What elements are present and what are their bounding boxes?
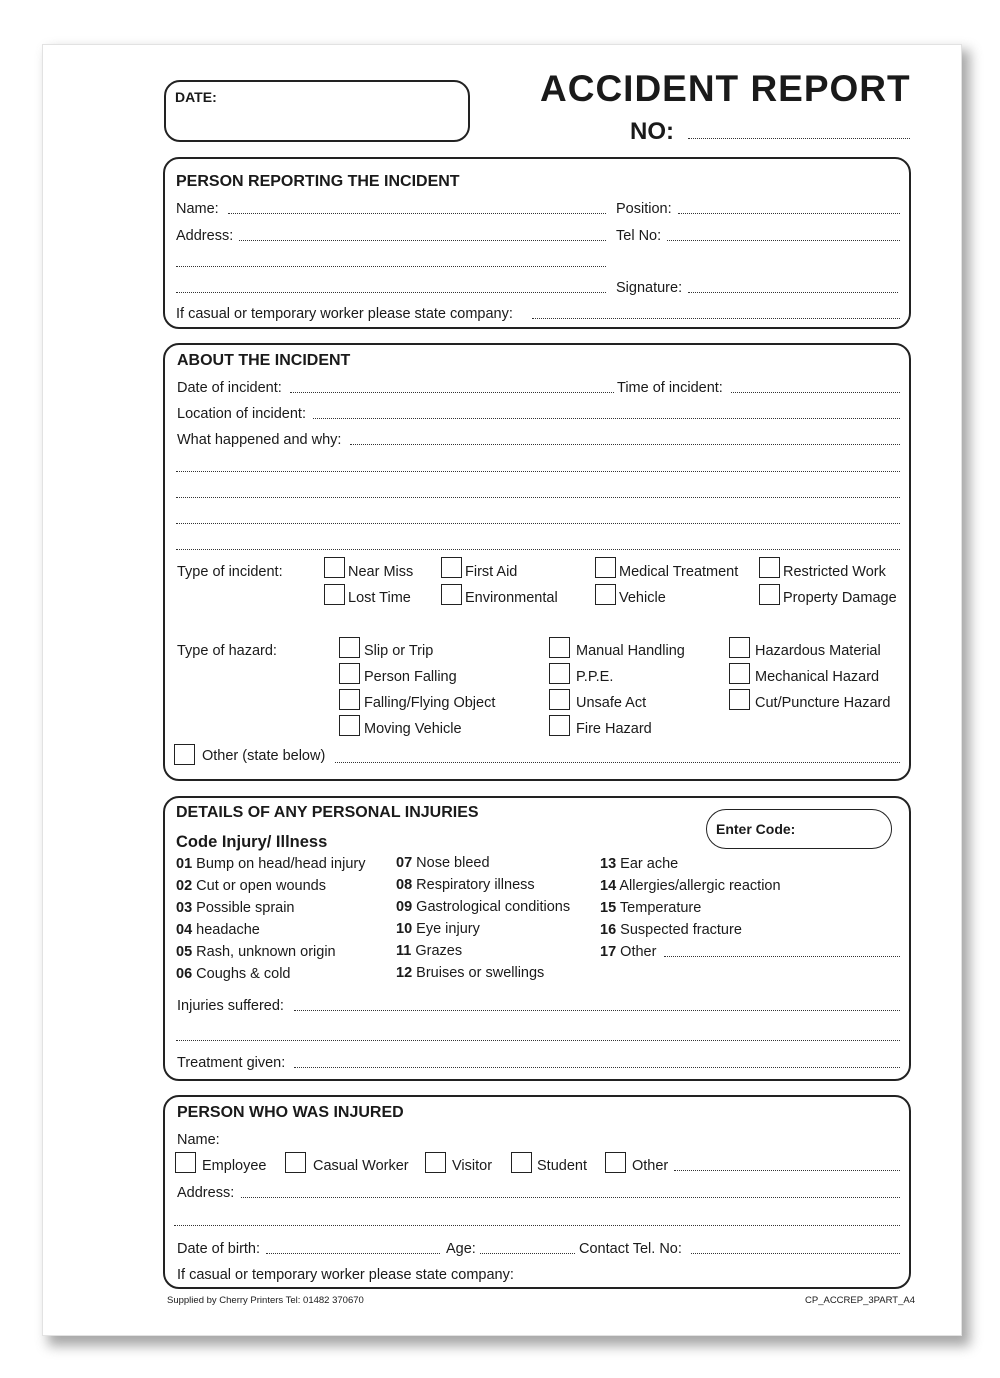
unsafe-act-label: Unsafe Act: [576, 695, 647, 711]
other-hazard-checkbox[interactable]: [174, 744, 195, 765]
student-checkbox[interactable]: [511, 1152, 532, 1173]
incident-date-field[interactable]: [290, 392, 614, 393]
injury-code-07: 07 Nose bleed: [396, 855, 490, 871]
mechanical-hazard-checkbox[interactable]: [729, 663, 750, 684]
casual-worker-checkbox[interactable]: [285, 1152, 306, 1173]
injuries-suffered-line-2[interactable]: [176, 1040, 900, 1041]
incident-time-label: Time of incident:: [617, 380, 723, 396]
injury-code-08: 08 Respiratory illness: [396, 877, 535, 893]
restricted-work-checkbox[interactable]: [759, 557, 780, 578]
injury-code-10: 10 Eye injury: [396, 921, 480, 937]
injuries-heading: DETAILS OF ANY PERSONAL INJURIES: [176, 804, 479, 821]
employee-checkbox[interactable]: [175, 1152, 196, 1173]
person-falling-checkbox[interactable]: [339, 663, 360, 684]
incident-what-line-3[interactable]: [176, 497, 900, 498]
incident-what-line-2[interactable]: [176, 471, 900, 472]
injury-code-02: 02 Cut or open wounds: [176, 878, 326, 894]
injury-code-11: 11 Grazes: [396, 943, 463, 959]
reporter-heading: PERSON REPORTING THE INCIDENT: [176, 173, 460, 190]
falling-object-checkbox[interactable]: [339, 689, 360, 710]
injuries-suffered-field[interactable]: [294, 1010, 900, 1011]
near-miss-checkbox[interactable]: [324, 557, 345, 578]
form-reference: CP_ACCREP_3PART_A4: [805, 1295, 916, 1306]
injury-code-16: 16 Suspected fracture: [600, 922, 742, 938]
date-label: DATE:: [175, 89, 217, 105]
visitor-label: Visitor: [452, 1158, 493, 1174]
reporter-tel-label: Tel No:: [616, 228, 662, 244]
restricted-work-label: Restricted Work: [783, 564, 886, 580]
near-miss-label: Near Miss: [348, 564, 414, 580]
vehicle-checkbox[interactable]: [595, 584, 616, 605]
reporter-address-line-3[interactable]: [176, 292, 606, 293]
medical-treatment-checkbox[interactable]: [595, 557, 616, 578]
injury-code-17: 17 Other: [600, 944, 657, 960]
fire-hazard-checkbox[interactable]: [549, 715, 570, 736]
injured-address-field[interactable]: [241, 1197, 900, 1198]
first-aid-checkbox[interactable]: [441, 557, 462, 578]
property-damage-checkbox[interactable]: [759, 584, 780, 605]
incident-what-line-4[interactable]: [176, 523, 900, 524]
injured-name-label: Name:: [177, 1132, 220, 1148]
injury-code-09: 09 Gastrological conditions: [396, 899, 571, 915]
reporter-position-field[interactable]: [678, 213, 900, 214]
cut-puncture-hazard-checkbox[interactable]: [729, 689, 750, 710]
dob-label: Date of birth:: [177, 1241, 261, 1257]
contact-tel-label: Contact Tel. No:: [579, 1241, 682, 1257]
hazardous-material-checkbox[interactable]: [729, 637, 750, 658]
employee-label: Employee: [202, 1158, 267, 1174]
property-damage-label: Property Damage: [783, 590, 897, 606]
cut-puncture-hazard-label: Cut/Puncture Hazard: [755, 695, 891, 711]
injury-code-14: 14 Allergies/allergic reaction: [600, 878, 781, 894]
moving-vehicle-checkbox[interactable]: [339, 715, 360, 736]
incident-what-label: What happened and why:: [177, 432, 342, 448]
manual-handling-checkbox[interactable]: [549, 637, 570, 658]
date-box[interactable]: [164, 80, 470, 142]
incident-what-field[interactable]: [350, 444, 900, 445]
injury-code-13: 13 Ear ache: [600, 856, 679, 872]
other-category-field[interactable]: [674, 1170, 900, 1171]
dob-field[interactable]: [266, 1253, 440, 1254]
incident-heading: ABOUT THE INCIDENT: [177, 352, 351, 369]
report-title: ACCIDENT REPORT: [540, 68, 911, 109]
injury-code-03: 03 Possible sprain: [176, 900, 295, 916]
other-hazard-field[interactable]: [335, 762, 900, 763]
incident-location-field[interactable]: [313, 418, 900, 419]
injury-other-field[interactable]: [664, 956, 900, 957]
injured-address-line-2[interactable]: [174, 1225, 900, 1226]
reporter-signature-field[interactable]: [688, 292, 898, 293]
injured-heading: PERSON WHO WAS INJURED: [177, 1104, 404, 1121]
medical-treatment-label: Medical Treatment: [619, 564, 739, 580]
moving-vehicle-label: Moving Vehicle: [364, 721, 462, 737]
treatment-given-label: Treatment given:: [177, 1055, 286, 1071]
other-category-label: Other: [632, 1158, 669, 1174]
reporter-name-field[interactable]: [228, 213, 606, 214]
slip-or-trip-checkbox[interactable]: [339, 637, 360, 658]
lost-time-checkbox[interactable]: [324, 584, 345, 605]
reporter-casual-field[interactable]: [532, 318, 900, 319]
incident-date-label: Date of incident:: [177, 380, 282, 396]
other-hazard-label: Other (state below): [202, 748, 326, 764]
report-number-label: NO:: [630, 118, 674, 145]
ppe-label: P.P.E.: [576, 669, 614, 685]
contact-tel-field[interactable]: [691, 1253, 900, 1254]
person-falling-label: Person Falling: [364, 669, 457, 685]
reporter-casual-label: If casual or temporary worker please state company:: [176, 306, 513, 322]
hazardous-material-label: Hazardous Material: [755, 643, 881, 659]
incident-location-label: Location of incident:: [177, 406, 306, 422]
injury-code-05: 05 Rash, unknown origin: [176, 944, 336, 960]
environmental-checkbox[interactable]: [441, 584, 462, 605]
student-label: Student: [537, 1158, 587, 1174]
treatment-given-field[interactable]: [294, 1067, 900, 1068]
enter-code-label: Enter Code:: [716, 821, 796, 837]
injury-codes-heading: Code Injury/ Illness: [176, 833, 328, 851]
manual-handling-label: Manual Handling: [576, 643, 685, 659]
hazard-type-label: Type of hazard:: [177, 643, 277, 659]
injury-code-15: 15 Temperature: [600, 900, 702, 916]
first-aid-label: First Aid: [465, 564, 518, 580]
reporter-address-line-2[interactable]: [176, 266, 606, 267]
age-label: Age:: [446, 1241, 476, 1257]
report-number-field[interactable]: [688, 138, 910, 139]
injury-code-06: 06 Coughs & cold: [176, 966, 291, 982]
injuries-suffered-label: Injuries suffered:: [177, 998, 284, 1014]
falling-object-label: Falling/Flying Object: [364, 695, 496, 711]
lost-time-label: Lost Time: [348, 590, 411, 606]
unsafe-act-checkbox[interactable]: [549, 689, 570, 710]
incident-what-line-5[interactable]: [176, 549, 900, 550]
reporter-signature-label: Signature:: [616, 280, 683, 296]
visitor-checkbox[interactable]: [425, 1152, 446, 1173]
injury-code-01: 01 Bump on head/head injury: [176, 856, 366, 872]
injury-code-04: 04 headache: [176, 922, 260, 938]
injured-address-label: Address:: [177, 1185, 235, 1201]
reporter-tel-field[interactable]: [667, 240, 900, 241]
incident-time-field[interactable]: [731, 392, 900, 393]
injured-casual-label: If casual or temporary worker please state company:: [177, 1267, 514, 1283]
casual-worker-label: Casual Worker: [313, 1158, 409, 1174]
slip-or-trip-label: Slip or Trip: [364, 643, 434, 659]
age-field[interactable]: [480, 1253, 575, 1254]
enter-code-box[interactable]: [706, 809, 892, 849]
vehicle-label: Vehicle: [619, 590, 666, 606]
mechanical-hazard-label: Mechanical Hazard: [755, 669, 880, 685]
ppe-checkbox[interactable]: [549, 663, 570, 684]
injured-section: [163, 1095, 911, 1289]
reporter-address-label: Address:: [176, 228, 234, 244]
incident-type-label: Type of incident:: [177, 564, 283, 580]
reporter-name-label: Name:: [176, 201, 219, 217]
reporter-position-label: Position:: [616, 201, 672, 217]
supplier-note: Supplied by Cherry Printers Tel: 01482 370670: [167, 1295, 364, 1306]
injury-code-12: 12 Bruises or swellings: [396, 965, 545, 981]
environmental-label: Environmental: [465, 590, 558, 606]
fire-hazard-label: Fire Hazard: [576, 721, 652, 737]
reporter-address-field[interactable]: [239, 240, 606, 241]
other-category-checkbox[interactable]: [605, 1152, 626, 1173]
